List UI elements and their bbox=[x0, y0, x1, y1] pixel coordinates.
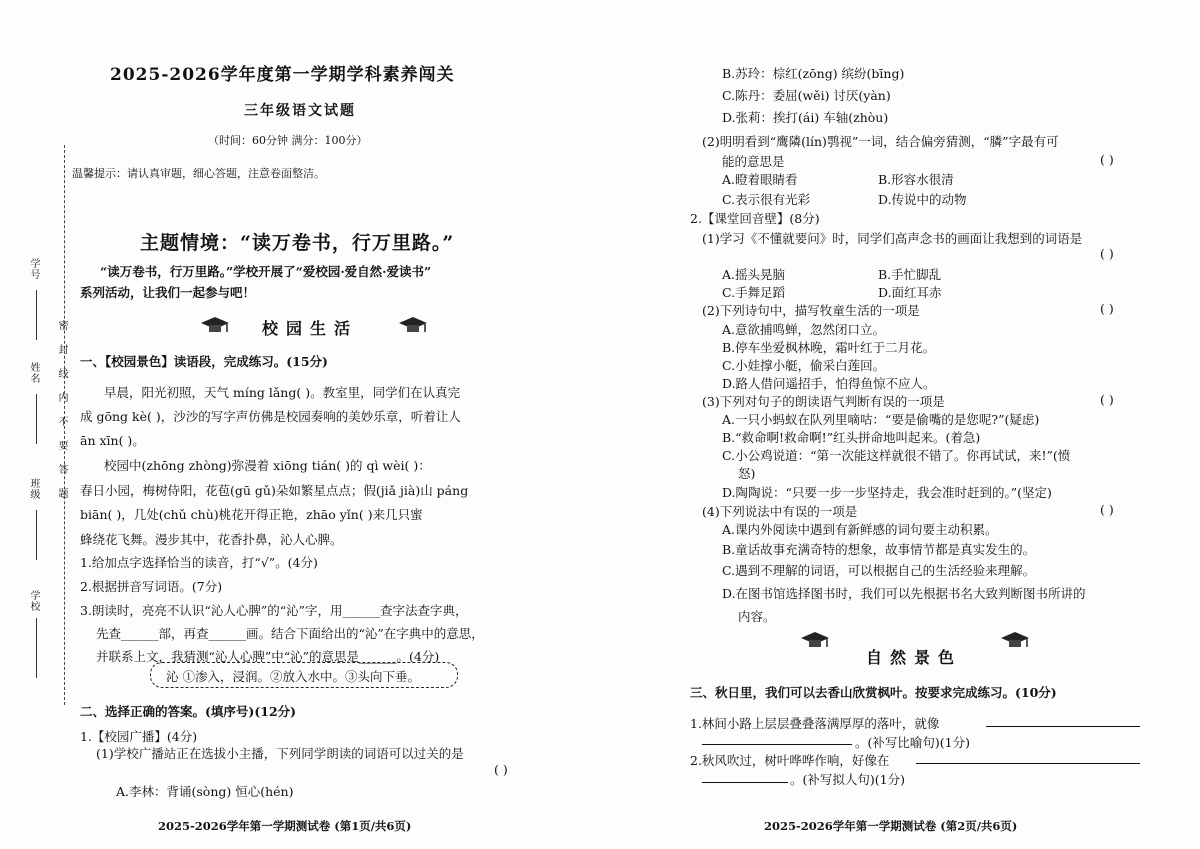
page-footer: 2025-2026学年第一学期测试卷 (第2页/共6页) bbox=[764, 819, 1018, 833]
option: B.“救命啊!救命啊!”红头拼命地叫起来。(着急) bbox=[722, 430, 981, 445]
option: A.摇头晃脑 bbox=[722, 267, 786, 282]
name-blank[interactable] bbox=[36, 394, 37, 444]
option: C.遇到不理解的词语，可以根据自己的生活经验来理解。 bbox=[722, 563, 1036, 578]
option: B.手忙脚乱 bbox=[878, 267, 942, 282]
question-2-1-heading: 1.【校园广播】(4分) bbox=[80, 729, 198, 744]
graduation-cap-icon bbox=[200, 315, 230, 339]
question-2-2-heading: 2.【课堂回音壁】(8分) bbox=[690, 211, 820, 226]
question-1-heading: 一、【校园景色】读语段，完成练习。(15分) bbox=[80, 354, 328, 369]
option: A.意欲捕鸣蝉，忽然闭口立。 bbox=[722, 322, 886, 337]
answer-blank[interactable] bbox=[916, 763, 1140, 764]
tip-text: 温馨提示：请认真审题，细心答题，注意卷面整洁。 bbox=[72, 167, 325, 180]
paragraph-line: 成 gōng kè( )，沙沙的写字声仿佛是校园奏响的美妙乐章，听着让人 bbox=[80, 409, 461, 424]
answer-paren[interactable]: ( ) bbox=[494, 762, 508, 777]
option: B.停车坐爱枫林晚，霜叶红于二月花。 bbox=[722, 340, 936, 355]
section-campus-life: 校园生活 bbox=[262, 319, 359, 338]
question-3-1-suffix: 。(补写比喻句)(1分) bbox=[855, 735, 970, 750]
option: D.路人借问遥招手，怕得鱼惊不应人。 bbox=[722, 376, 936, 391]
answer-paren[interactable]: ( ) bbox=[1100, 392, 1114, 407]
question-2-2-1: (1)学习《不懂就要问》时，同学们高声念书的画面让我想到的词语是 bbox=[702, 231, 1083, 246]
option: C.表示很有光彩 bbox=[722, 192, 811, 207]
question-item: 先查______部，再查______画。结合下面给出的“沁”在字典中的意思， bbox=[96, 626, 484, 641]
option: B.形容水很清 bbox=[878, 172, 954, 187]
intro-line: 系列活动，让我们一起参与吧！ bbox=[80, 285, 256, 300]
paragraph-line: biān( )，几处(chǔ chù)桃花开得正艳，zhāo yǐn( )来几只蜜 bbox=[80, 507, 423, 522]
answer-paren[interactable]: ( ) bbox=[1100, 246, 1114, 261]
name-label: 姓名 bbox=[28, 362, 39, 384]
option: A.瞪着眼睛看 bbox=[722, 172, 798, 187]
question-3-2: 2.秋风吹过，树叶哗哗作响，好像在 bbox=[690, 753, 890, 768]
option: D.传说中的动物 bbox=[878, 192, 967, 207]
paragraph-line: 校园中(zhōng zhòng)弥漫着 xiōng tián( )的 qì wèi( )： bbox=[104, 458, 431, 473]
school-label: 学校 bbox=[28, 590, 39, 612]
option: D.面红耳赤 bbox=[878, 285, 942, 300]
answer-blank[interactable] bbox=[986, 726, 1140, 727]
question-item: 3.朗读时，亮亮不认识“沁人心脾”的“沁”字，用______查字法查字典， bbox=[80, 603, 468, 618]
option-a: A.李林：背诵(sòng) 恒心(hén) bbox=[116, 784, 294, 799]
option-line: B.苏玲：棕红(zōng) 缤纷(bīng) bbox=[722, 66, 905, 81]
page-footer: 2025-2026学年第一学期测试卷 (第1页/共6页) bbox=[158, 819, 412, 833]
option-cont: 怒) bbox=[738, 466, 756, 481]
graduation-cap-icon bbox=[800, 630, 830, 654]
paragraph-line: ān xīn( )。 bbox=[80, 433, 145, 448]
question-2-1-1: (1)学校广播站正在选拔小主播，下列同学朗读的词语可以过关的是 bbox=[96, 746, 464, 761]
exam-title: 2025-2026学年度第一学期学科素养闯关 bbox=[110, 65, 455, 85]
question-item: 并联系上文，我猜测“沁人心脾”中“沁”的意思是______。(4分) bbox=[96, 649, 440, 664]
question-2-2-2: (2)下列诗句中，描写牧童生活的一项是 bbox=[702, 303, 920, 318]
option-cont: 内容。 bbox=[738, 609, 776, 624]
option: A.一只小蚂蚁在队列里嘀咕：“要是偷嘴的是您呢?”(疑虑) bbox=[722, 412, 1040, 427]
dictionary-definition: 沁 ①渗入，浸润。②放入水中。③头向下垂。 bbox=[166, 669, 420, 684]
theme-heading: 主题情境：“读万卷书，行万里路。” bbox=[140, 232, 455, 254]
answer-blank[interactable] bbox=[702, 782, 788, 783]
option-line: D.张莉：挨打(ái) 车轴(zhòu) bbox=[722, 110, 889, 125]
student-number-label: 学号 bbox=[28, 258, 39, 280]
question-item: 1.给加点字选择恰当的读音，打“√”。(4分) bbox=[80, 555, 318, 570]
time-info: （时间：60分钟 满分：100分） bbox=[208, 134, 368, 147]
paragraph-line: 蜂绕花飞舞。漫步其中，花香扑鼻，沁人心脾。 bbox=[80, 532, 343, 547]
answer-paren[interactable]: ( ) bbox=[1100, 502, 1114, 517]
option-line: C.陈丹：委屈(wěi) 讨厌(yàn) bbox=[722, 88, 891, 103]
answer-blank[interactable] bbox=[702, 744, 852, 745]
graduation-cap-icon bbox=[398, 315, 428, 339]
option: D.陶陶说：“只要一步一步坚持走，我会准时赶到的。”(坚定) bbox=[722, 485, 1052, 500]
answer-paren[interactable]: ( ) bbox=[1100, 301, 1114, 316]
graduation-cap-icon bbox=[1000, 630, 1030, 654]
school-blank[interactable] bbox=[36, 618, 37, 678]
paragraph-line: 春日小园，梅树侍阳，花苞(gū gǔ)朵如繁星点点；假(jiǎ jià)山 páng bbox=[80, 483, 469, 498]
option: C.手舞足蹈 bbox=[722, 285, 786, 300]
class-blank[interactable] bbox=[36, 510, 37, 560]
exam-subtitle: 三年级语文试题 bbox=[244, 103, 356, 119]
question-3-heading: 三、秋日里，我们可以去香山欣赏枫叶。按要求完成练习。(10分) bbox=[690, 685, 1057, 700]
answer-paren[interactable]: ( ) bbox=[1100, 152, 1114, 167]
intro-line: “读万卷书，行万里路。”学校开展了“爱校园·爱自然·爱读书” bbox=[100, 264, 432, 279]
question-item: 2.根据拼音写词语。(7分) bbox=[80, 579, 223, 594]
option: C.小公鸡说道：“第一次能这样就很不错了。你再试试，来!”(愤 bbox=[722, 448, 1071, 463]
option: C.小娃撑小艇，偷采白莲回。 bbox=[722, 358, 886, 373]
section-nature: 自然景色 bbox=[866, 648, 963, 667]
question-2-heading: 二、选择正确的答案。(填序号)(12分) bbox=[80, 704, 297, 719]
question-3-1: 1.林间小路上层层叠叠落满厚厚的落叶，就像 bbox=[690, 716, 940, 731]
question-2-2-4: (4)下列说法中有误的一项是 bbox=[702, 504, 858, 519]
student-number-blank[interactable] bbox=[36, 290, 37, 340]
class-label: 班级 bbox=[28, 478, 39, 500]
question-2-2-3: (3)下列对句子的朗读语气判断有误的一项是 bbox=[702, 394, 945, 409]
option: B.童话故事充满奇特的想象，故事情节都是真实发生的。 bbox=[722, 542, 1036, 557]
question-3-2-suffix: 。(补写拟人句)(1分) bbox=[790, 772, 905, 787]
option: D.在图书馆选择图书时，我们可以先根据书名大致判断图书所讲的 bbox=[722, 586, 1086, 601]
option: A.课内外阅读中遇到有新鲜感的词句要主动积累。 bbox=[722, 522, 998, 537]
question-2-1-2-cont: 能的意思是 bbox=[722, 154, 785, 169]
seal-line-text: 密封线内不要答题 bbox=[56, 320, 67, 512]
question-2-1-2: (2)明明看到“鹰隣(lín)鹗视”一词，结合偏旁猜测，“膦”字最有可 bbox=[702, 134, 1059, 149]
paragraph-line: 早晨，阳光初照，天气 míng lǎng( )。教室里，同学们在认真完 bbox=[104, 385, 461, 400]
